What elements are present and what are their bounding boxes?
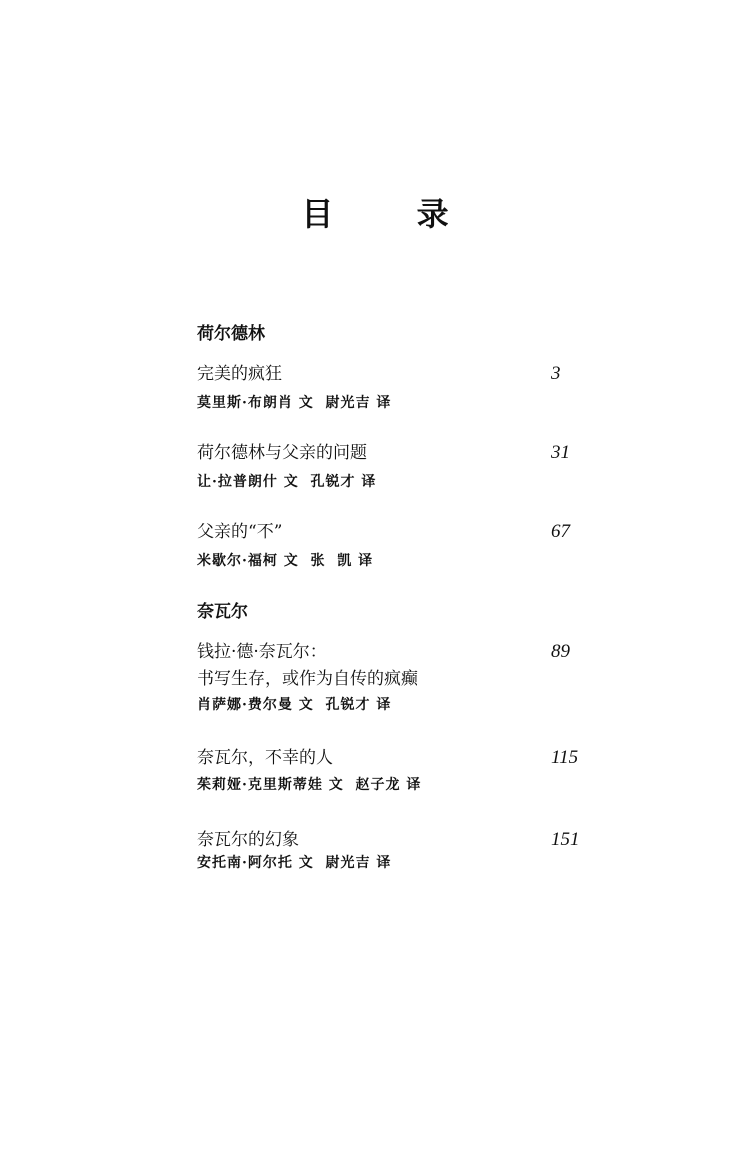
entry-title-line-2[interactable]: 书写生存，或作为自传的疯癫 xyxy=(197,669,418,689)
entry-credit: 肖萨娜·费尔曼 文 孔锐才 译 xyxy=(197,697,392,713)
entry-page-number: 115 xyxy=(551,747,579,768)
entry-page-number: 31 xyxy=(551,442,570,463)
section-heading-holderlin: 荷尔德林 xyxy=(197,324,265,344)
entry-credit: 安托南·阿尔托 文 尉光吉 译 xyxy=(197,855,392,871)
entry-credit: 茱莉娅·克里斯蒂娃 文 赵子龙 译 xyxy=(197,777,422,793)
entry-page-number: 3 xyxy=(551,363,561,384)
page-title: 目 录 xyxy=(301,195,485,233)
entry-credit: 让·拉普朗什 文 孔锐才 译 xyxy=(197,474,377,490)
section-heading-nerval: 奈瓦尔 xyxy=(197,602,248,622)
entry-title[interactable]: 奈瓦尔，不幸的人 xyxy=(197,748,333,768)
entry-credit: 莫里斯·布朗肖 文 尉光吉 译 xyxy=(197,395,392,411)
entry-page-number: 151 xyxy=(551,829,580,850)
entry-page-number: 67 xyxy=(551,521,570,542)
entry-title[interactable]: 完美的疯狂 xyxy=(197,364,282,384)
entry-credit: 米歇尔·福柯 文 张 凯 译 xyxy=(197,553,374,569)
entry-title[interactable]: 奈瓦尔的幻象 xyxy=(197,830,299,850)
entry-title-line-1[interactable]: 钱拉·德·奈瓦尔： xyxy=(197,642,327,662)
entry-title[interactable]: 荷尔德林与父亲的问题 xyxy=(197,443,367,463)
entry-page-number: 89 xyxy=(551,641,570,662)
entry-title[interactable]: 父亲的“不” xyxy=(197,522,283,542)
